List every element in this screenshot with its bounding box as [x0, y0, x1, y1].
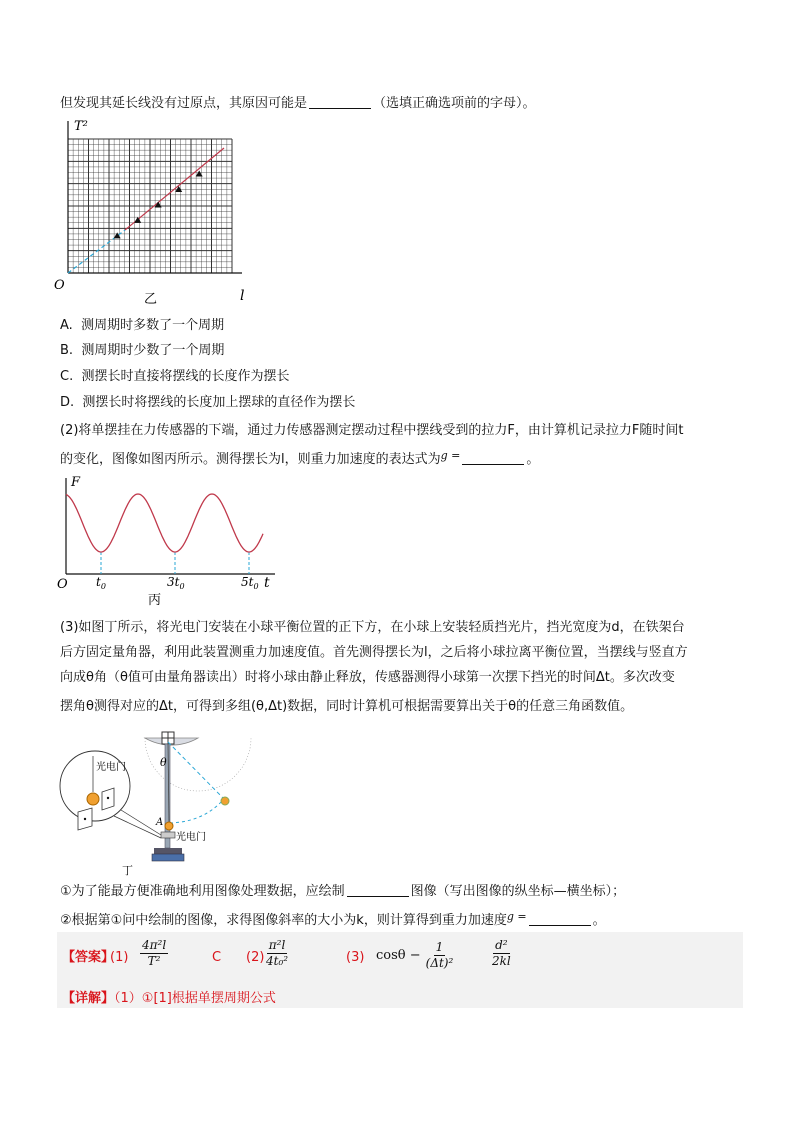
option-b[interactable]: B. 测周期时少数了一个周期: [60, 343, 225, 358]
option-c[interactable]: C. 测摆长时直接将摆线的长度作为摆长: [60, 369, 290, 384]
answer-label: 【答案】: [62, 950, 115, 965]
tick-5t0: $5t_0$: [241, 575, 259, 591]
q3-line4: 摆角θ测得对应的Δt，可得到多组(θ,Δt)数据，同时计算机可根据需要算出关于θ的任意三角函数值。: [60, 699, 634, 714]
origin-label: O: [54, 278, 65, 293]
q3-line1: (3)如图丁所示，将光电门安装在小球平衡位置的正下方，在小球上安装轻质挡光片，挡光宽度为d，在铁架台: [60, 620, 685, 635]
answer-3: cosθ − $\frac{1}{\text{(Δt)²}}$: [376, 940, 454, 970]
q2-line2: 的变化，图像如图丙所示。测得摆长为l，则重力加速度的表达式为$^{g =}$ 。: [60, 449, 540, 467]
graph-bing: [55, 470, 285, 610]
answer-1: $\frac{\text{4π²l}}{\text{T²}}$: [142, 938, 167, 968]
data-point: [114, 232, 121, 238]
graph-yi: [52, 115, 262, 310]
ball-displaced: [221, 797, 229, 805]
q1-tail-line: 但发现其延长线没有过原点，其原因可能是 （选填正确选项前的字母）。: [60, 96, 536, 111]
detail-line: 【详解】（1）①[1]根据单摆周期公式: [62, 991, 276, 1006]
answer-2: $\frac{\text{π²l}}{\text{4t₀²}}$: [266, 938, 289, 968]
q3-sub1: ①为了能最方便准确地利用图像处理数据，应绘制 图像（写出图像的纵坐标—横坐标）；: [60, 884, 626, 899]
q2-line1: (2)将单摆挂在力传感器的下端，通过力传感器测定摆动过程中摆线受到的拉力F，由计算机记录拉力F随时间t: [60, 423, 684, 438]
svg-text:θ: θ: [160, 756, 167, 769]
x-axis-label: l: [240, 288, 245, 304]
x-axis-label: t: [264, 575, 270, 591]
q3-line2: 后方固定量角器，利用此装置测重力加速度值。首先测得摆长为l，之后将小球拉离平衡位置，当摆线与竖直方: [60, 645, 688, 660]
ball-equilibrium: [165, 822, 173, 830]
y-axis-label: T²: [74, 119, 88, 134]
tick-t0: $t_0$: [96, 575, 106, 591]
svg-text:光电门: 光电门: [96, 762, 126, 773]
force-curve: [66, 494, 263, 552]
origin-label: O: [57, 577, 68, 592]
figure-ding: [58, 730, 273, 878]
answer-blank[interactable]: [529, 911, 591, 926]
q3-sub2: ②根据第①问中绘制的图像，求得图像斜率的大小为k，则计算得到重力加速度$^{g =}$ 。: [60, 910, 606, 928]
answer-blank[interactable]: [347, 882, 409, 897]
tick-3t0: $3t_0$: [167, 575, 185, 591]
answer-part1-label: (1): [110, 950, 129, 965]
svg-text:光电门: 光电门: [176, 832, 206, 843]
answer-choice: C: [212, 950, 222, 965]
y-axis-label: F: [71, 475, 81, 490]
figure-caption-ding: 丁: [122, 864, 133, 877]
q3-line3: 向成θ角（θ值可由量角器读出）时将小球由静止释放，传感器测得小球第一次摆下挡光的时间Δt。多次改变: [60, 670, 675, 685]
data-point: [196, 171, 203, 177]
option-a[interactable]: A. 测周期时多数了一个周期: [60, 318, 225, 333]
answer-part3-label: (3): [346, 950, 365, 965]
figure-caption-bing: 丙: [148, 593, 162, 608]
svg-text:A: A: [156, 817, 164, 828]
answer-part2-label: (2): [246, 950, 265, 965]
answer-4: $\frac{\text{d²}}{2kl}$: [492, 938, 511, 968]
option-d[interactable]: D. 测摆长时将摆线的长度加上摆球的直径作为摆长: [60, 395, 356, 410]
answer-blank[interactable]: [309, 94, 371, 109]
figure-caption-yi: 乙: [144, 292, 158, 307]
answer-blank[interactable]: [462, 450, 524, 465]
photogate: [161, 832, 175, 838]
